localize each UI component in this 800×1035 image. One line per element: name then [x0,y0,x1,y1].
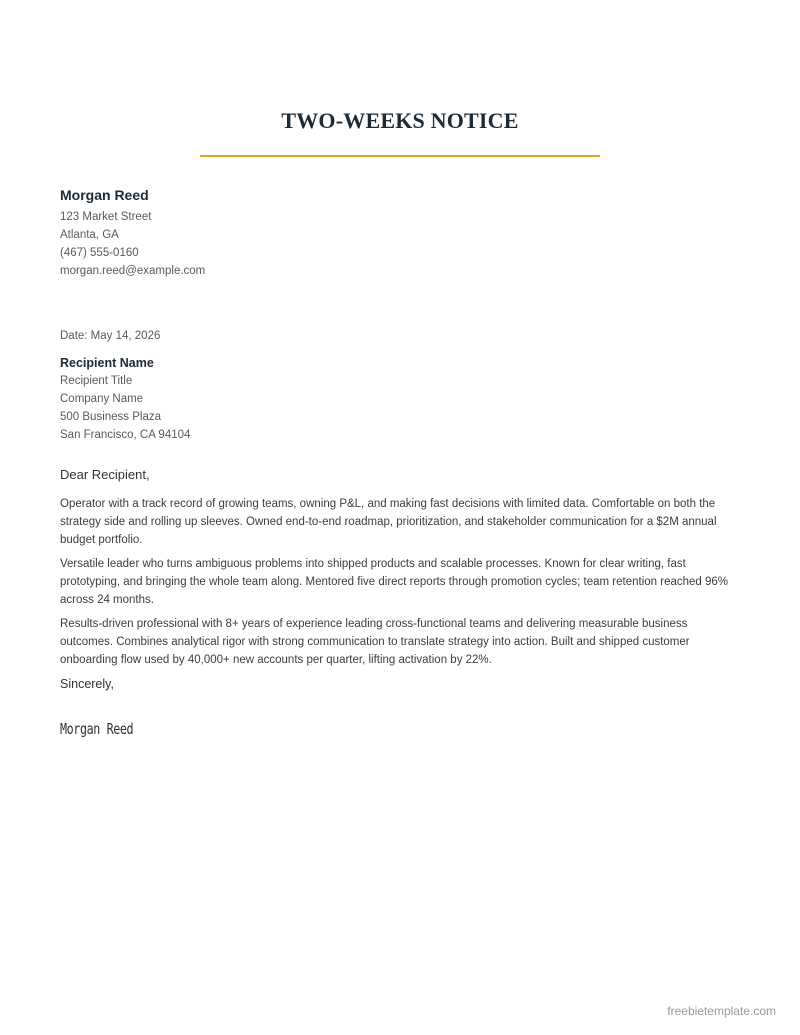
sender-phone: (467) 555-0160 [60,247,139,259]
sender-email: morgan.reed@example.com [60,265,206,277]
sender-block [60,186,460,280]
footer-brand[interactable]: freebietemplate.com [667,1004,776,1018]
document-title: TWO-WEEKS NOTICE [281,108,519,133]
body-paragraph: Results-driven professional with 8+ years of experience leading cross-functional teams and delivering measurable business outcomes. Combines analytical rigor with strong communication to translate strategy into action. Built and shipped customer onboarding flow used by 40,000+ new accounts per quarter, lifting activation by 22%. [60,618,690,666]
recipient-block [60,354,460,444]
recipient-name: Recipient Name [60,356,154,370]
body-paragraph: Versatile leader who turns ambiguous problems into shipped products and scalable processes. Known for clear writing, fast prototyping, and bringing the whole team along. Mentored five direct reports through promotion cycles; team retention reached 96% across 24 months. [60,558,729,606]
sender-address-line1: 123 Market Street [60,211,152,223]
sender-address-line2: Atlanta, GA [60,229,119,241]
closing: Sincerely, [60,677,114,691]
sender-name: Morgan Reed [60,187,149,203]
body-paragraph: Operator with a track record of growing teams, owning P&L, and making fast decisions with limited data. Comfortable on both the strategy side and rolling up sleeves. Owned end-to-end roadmap, prioritization, and stakeholder communication for a $2M annual budget portfolio. [60,498,717,546]
recipient-title: Recipient Title [60,375,133,387]
recipient-address-line2: San Francisco, CA 94104 [60,429,191,441]
letter-body [60,495,740,675]
salutation: Dear Recipient, [60,467,150,482]
recipient-address-line1: 500 Business Plaza [60,411,162,423]
recipient-company: Company Name [60,393,144,405]
letter-date: Date: May 14, 2026 [60,330,161,342]
signature: Morgan Reed [60,720,134,738]
title-divider [200,155,600,157]
